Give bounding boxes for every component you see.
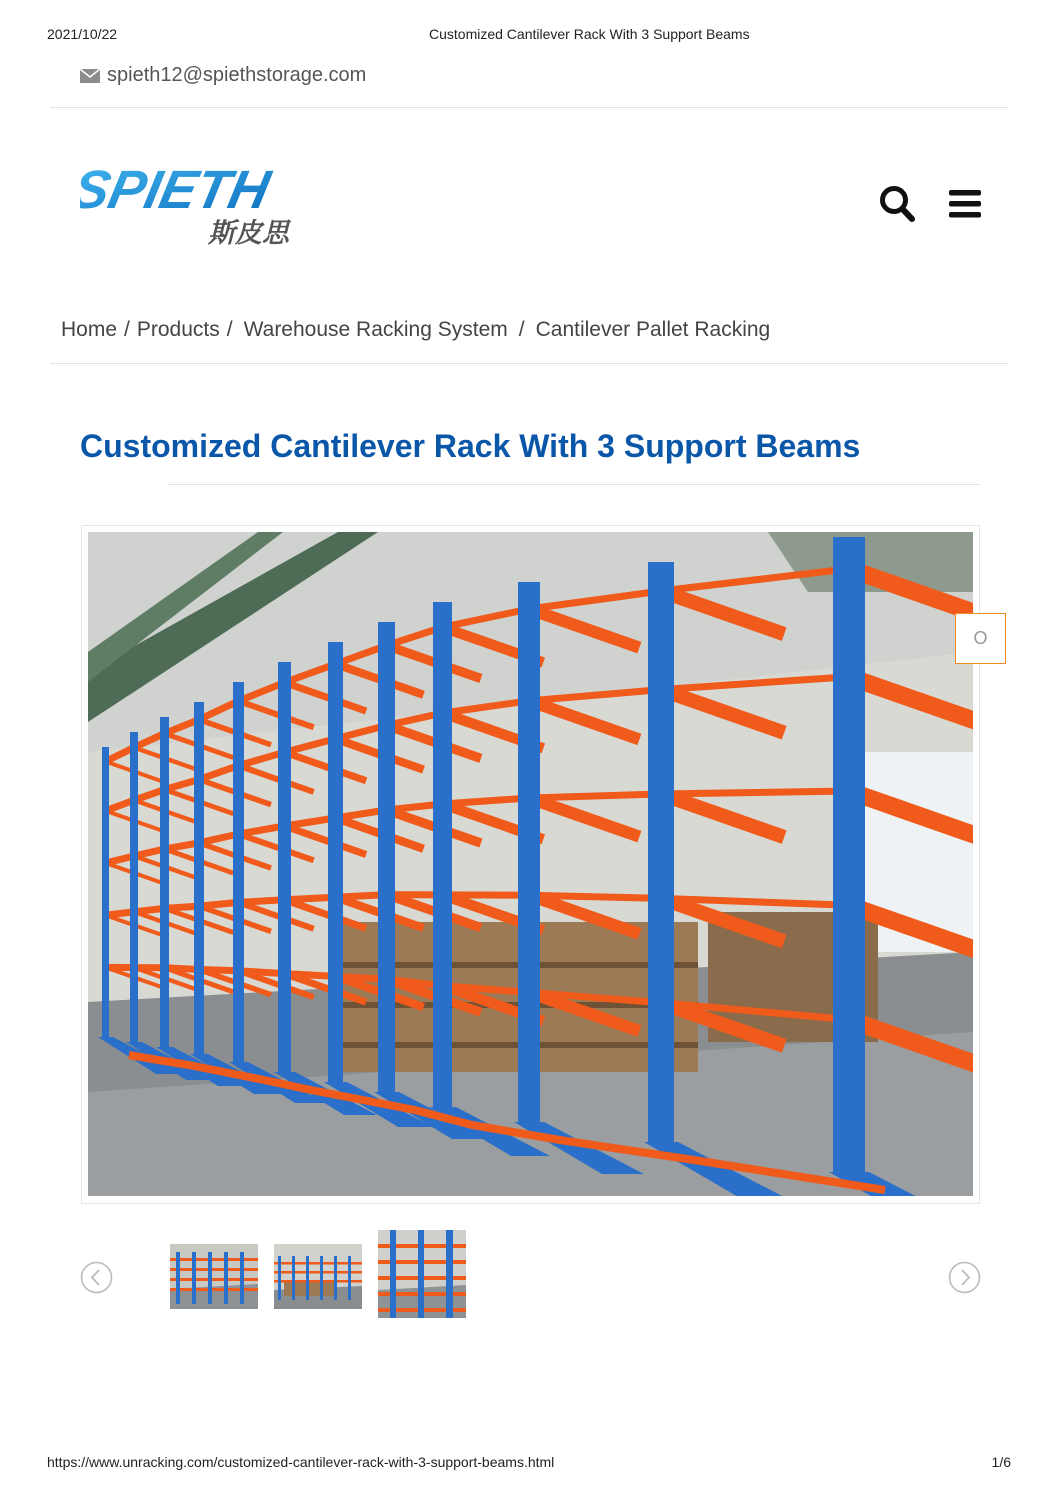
contact-email[interactable] bbox=[80, 64, 366, 87]
rack-photo bbox=[88, 532, 973, 1196]
print-url: https://www.unracking.com/customized-cantilever-rack-with-3-support-beams.html bbox=[47, 1454, 555, 1470]
breadcrumb-warehouse-racking-system[interactable]: Warehouse Racking System bbox=[243, 318, 508, 341]
gallery-thumbnail[interactable] bbox=[274, 1244, 362, 1309]
page-title: Customized Cantilever Rack With 3 Support Beams bbox=[80, 428, 861, 464]
logo-subtext: 斯皮思 bbox=[208, 218, 289, 249]
gallery-thumbnail-active[interactable] bbox=[378, 1230, 466, 1318]
breadcrumb bbox=[61, 318, 770, 342]
breadcrumb-cantilever-pallet-racking[interactable]: Cantilever Pallet Racking bbox=[535, 318, 771, 341]
header-actions bbox=[878, 184, 984, 224]
print-title: Customized Cantilever Rack With 3 Support Beams bbox=[429, 26, 750, 42]
print-page-number: 1/6 bbox=[991, 1454, 1011, 1470]
header-divider bbox=[50, 107, 1008, 108]
mail-icon bbox=[80, 69, 100, 83]
float-tab[interactable]: O bbox=[955, 613, 1006, 664]
print-header bbox=[47, 26, 1011, 44]
breadcrumb-products[interactable]: Products bbox=[136, 318, 220, 341]
chevron-right-icon[interactable] bbox=[948, 1261, 981, 1294]
spieth-logo bbox=[80, 160, 380, 250]
print-date: 2021/10/22 bbox=[47, 26, 118, 42]
breadcrumb-separator: / bbox=[226, 318, 233, 341]
breadcrumb-separator: / bbox=[518, 318, 525, 341]
breadcrumb-home[interactable]: Home bbox=[61, 318, 118, 341]
chevron-left-icon[interactable] bbox=[80, 1261, 113, 1294]
search-icon[interactable] bbox=[878, 184, 916, 224]
logo-text: SPIETH bbox=[80, 160, 276, 220]
menu-icon[interactable] bbox=[946, 184, 984, 224]
title-underline bbox=[168, 484, 980, 485]
gallery-thumbnail[interactable] bbox=[170, 1244, 258, 1309]
logo[interactable] bbox=[80, 160, 380, 250]
breadcrumb-divider bbox=[50, 363, 1008, 364]
main-product-image[interactable] bbox=[88, 532, 973, 1196]
email-text: spieth12@spiethstorage.com bbox=[107, 64, 367, 86]
breadcrumb-separator: / bbox=[124, 318, 130, 341]
